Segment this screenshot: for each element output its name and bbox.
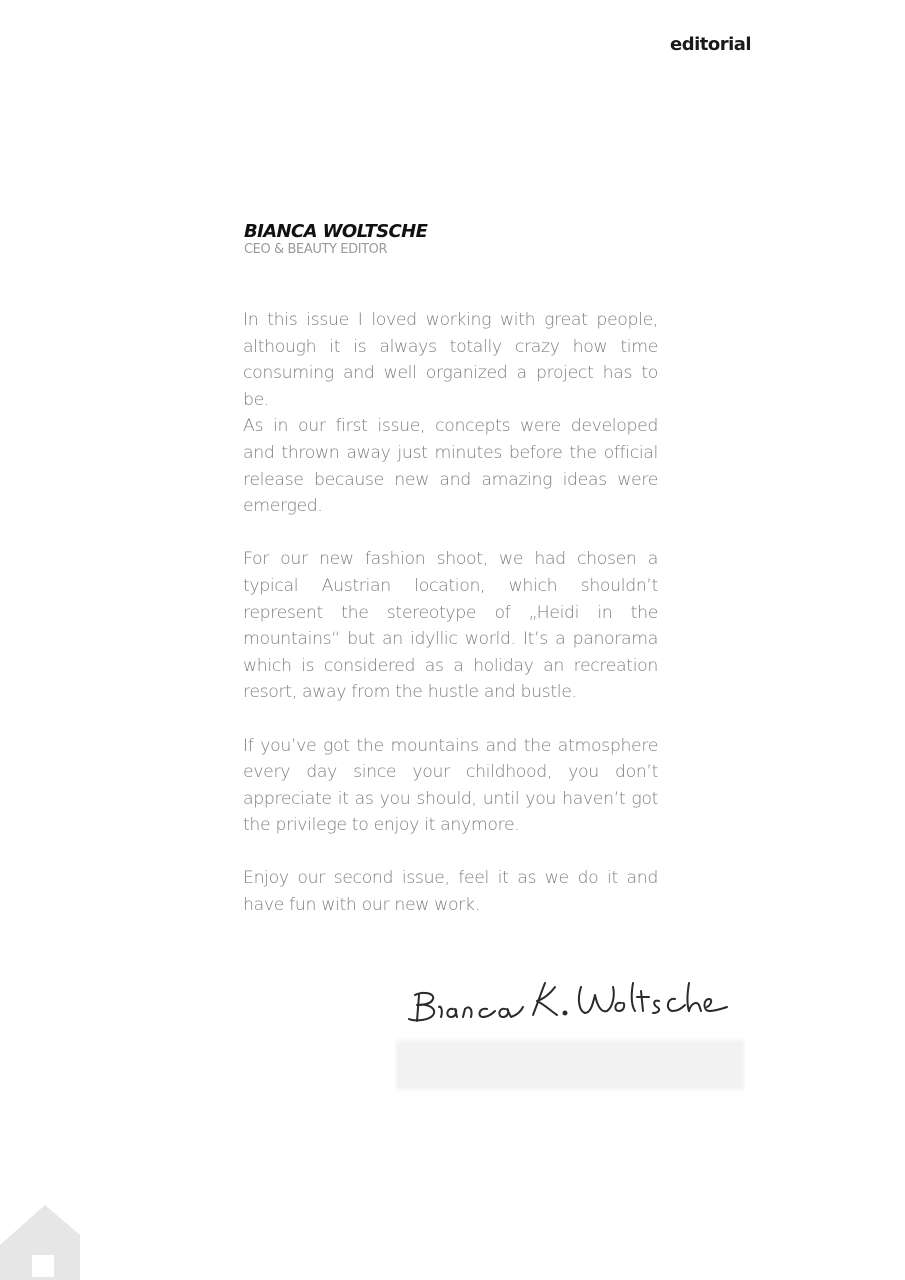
paragraph: If you’ve got the mountains and the atmosphere every day since your childhood, you don’t appreciate it as you should, until you haven’t got the privilege to enjoy it anymore. xyxy=(243,735,658,836)
author-role: CEO & BEAUTY EDITOR xyxy=(244,242,388,257)
section-label: editorial xyxy=(670,34,752,55)
signature xyxy=(395,965,745,1095)
author-name: BIANCA WOLTSCHE xyxy=(244,221,428,242)
author-block xyxy=(244,222,659,258)
editorial-text xyxy=(243,307,658,919)
paragraph: As in our first issue, concepts were developed and thrown away just minutes before the official release because new and amazing ideas were emerged. xyxy=(243,416,658,517)
paragraph: For our new fashion shoot, we had chosen a typical Austrian location, which shouldn’t represent the stereotype of „Heidi in the mountains“ but an idyllic world. It’s a panorama which is considered as a holiday an recreation resort, away from the hustle and bustle. xyxy=(243,549,658,703)
home-icon xyxy=(0,1205,80,1280)
paragraph: In this issue I loved working with great people, although it is always totally crazy how time consuming and well organized a project has to be. xyxy=(243,310,658,410)
paragraph: Enjoy our second issue, feel it as we do it and have fun with our new work. xyxy=(243,868,658,916)
